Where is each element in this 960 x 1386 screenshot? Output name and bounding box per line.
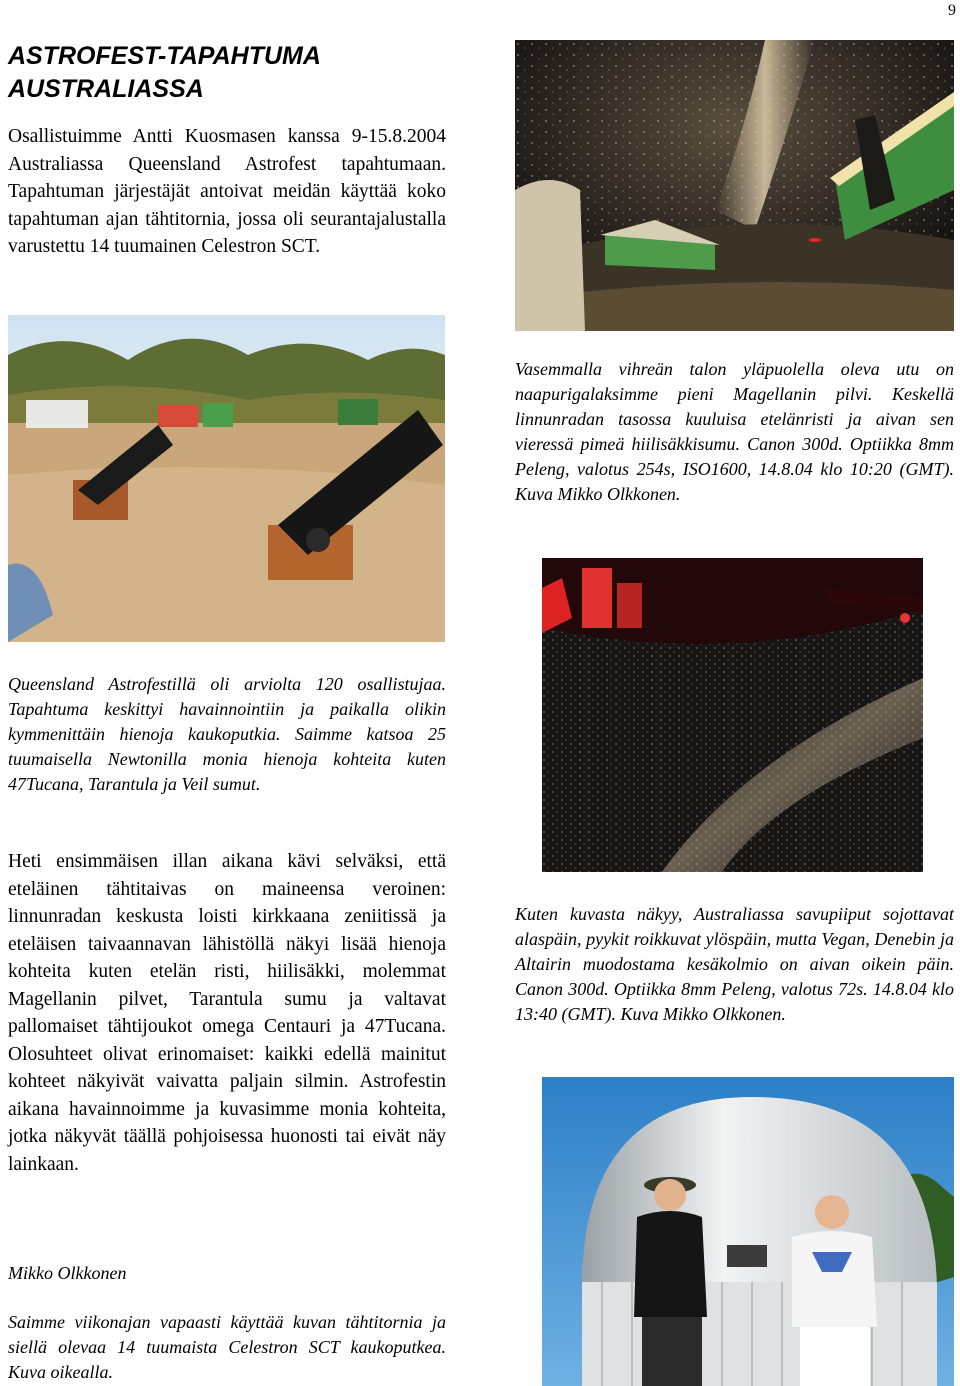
article-title [8,40,448,106]
intro-paragraph: Osallistuimme Antti Kuosmasen kanssa 9-15.8.2004 Australiassa Queensland Astrofest tapahtumaan. Tapahtuman järjestäjät antoivat meidän käyttää koko tapahtuman ajan tähtitornia, jossa oli seurantajalustalla varustettu 14 tuumainen Celestron SCT. [8,126,446,257]
observatory-dome-photo [542,1077,954,1386]
red-sky-caption: Kuten kuvasta näkyy, Australiassa savupiiput sojottavat alaspäin, pyykit roikkuvat ylöspäin, mutta Vegan, Denebin ja Altairin muodostama kesäkolmio on aivan oikein päin. Canon 300d. Optiikka 8mm Peleng, valotus 72s. 14.8.04 klo 13:40 (GMT). Kuva Mikko Olkkonen. [515,904,954,1024]
article-title-line-1: ASTROFEST-TAPAHTUMA [8,42,321,70]
telescope-field-photo [8,315,445,642]
page-number: 9 [948,2,956,19]
milky-way-photo [515,40,954,331]
telescopes-caption: Queensland Astrofestillä oli arviolta 120 osallistujaa. Tapahtuma keskittyi havainnointiin ja paikalla olikin kymmenittäin hienoja kaukoputkia. Saimme katsoa 25 tuumaisella Newtonilla monia hienoja kohteita kuten 47Tucana, Tarantula ja Veil sumut. [8,674,446,794]
milky-way-caption: Vasemmalla vihreän talon yläpuolella oleva utu on naapurigalaksimme pieni Magellanin pilvi. Keskellä linnunradan tasossa kuuluisa etelänristi ja aivan sen vieressä pimeä hiilisäkkisumu. Canon 300d. Optiikka 8mm Peleng, valotus 254s, ISO1600, 14.8.04 klo 10:20 (GMT). Kuva Mikko Olkkonen. [515,359,954,504]
body-paragraph: Heti ensimmäisen illan aikana kävi selväksi, että eteläinen tähtitaivas on maineensa veroinen: linnunradan keskusta loisti kirkkaana zeniitissä ja eteläisen taivaannavan lähistöllä näkyi lisää hienoja kohteita kuten etelän risti, hiilisäkki, molemmat Magellanin pilvet, Tarantula sumu ja valtavat pallomaiset tähtijoukot omega Centauri ja 47Tucana. Olosuhteet olivat erinomaiset: kaikki edellä mainitut kohteet näkyivät vaivatta paljain silmin. Astrofestin aikana havainnoimme ja kuvasimme monia kohteita, jotka näkyvät täällä pohjoisessa huonosti tai eivät näy lainkaan. [8,851,446,1175]
red-light-sky-photo [542,558,923,872]
author-signature: Mikko Olkkonen [8,1263,127,1283]
article-title-line-2: AUSTRALIASSA [8,75,204,103]
observatory-caption: Saimme viikonajan vapaasti käyttää kuvan tähtitornia ja siellä olevaa 14 tuumaista Celestron SCT kaukoputkea. Kuva oikealla. [8,1312,446,1382]
